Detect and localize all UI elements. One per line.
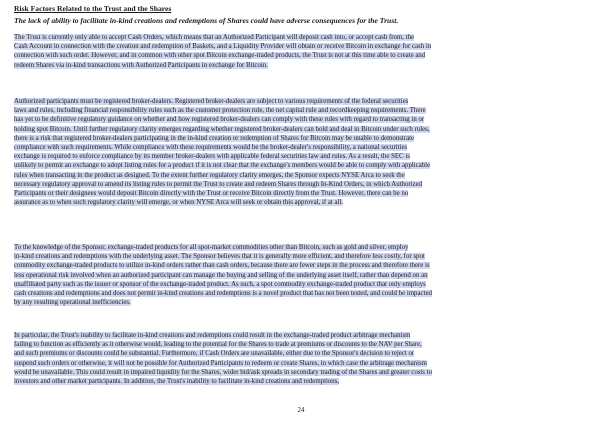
document-page — [14, 4, 588, 414]
text-line: compliance with such requirements. While compliance with these requirements would be the broker-dealer's responsibility, a national securities — [14, 143, 408, 151]
text-line: would be unavailable. This could result in impaired liquidity for the Shares, wider bid/ask spreads in secondary trading of the Shares and greater costs to — [14, 368, 432, 376]
text-line: Authorized participants must be registered broker-dealers. Registered broker-dealers are subject to various requirements of the federal securities — [14, 98, 409, 105]
text-line: unlikely to permit an exchange to adopt listing rules for a product if it is not clear that the exchange's members would be able to comply with applicable — [14, 162, 431, 170]
paragraph-4 — [14, 331, 432, 386]
text-line: exchange is required to enforce compliance by its member broker-dealers with applicable federal securities law and rules. As a result, the SEC is — [14, 153, 410, 161]
page-number: 24 — [297, 406, 305, 414]
text-line: assurance as to when such regulatory clarity will emerge, or when NYSE Arca will seek or obtain this approval, if at all. — [14, 199, 344, 207]
text-line: rules when transacting in the product as designed. To the extent further regulatory clarity emerges, the Sponsor expects NYSE Arca to seek the — [14, 171, 405, 179]
text-line: Cash Account in connection with the creation and redemption of Baskets, and a Liquidity Provider will obtain or receive Bitcoin in exchange for cash in — [14, 43, 432, 51]
text-line: connection with such order. However, and in common with other spot Bitcoin exchange-traded products, the Trust is not at this time able to create and — [14, 52, 426, 60]
text-line: commodity exchange-traded products to utilize in-kind orders rather than cash orders, because there are fewer steps in the process and therefore there is — [14, 262, 430, 270]
section-subheading: The lack of ability to facilitate in-kind creations and redemptions of Shares could have adverse consequences for the Trust. — [14, 16, 399, 25]
text-line: redeem Shares via in-kind transactions with Authorized Participants in exchange for Bitcoin. — [14, 61, 268, 69]
text-line: there is a risk that registered broker-dealers participating in the in-kind creation or redemption of Shares for Bitcoin may be unable to demonstrate — [14, 134, 415, 142]
text-line: The Trust is currently only able to accept Cash Orders, which means that an Authorized Participant will deposit cash into, or accept cash from, the — [14, 34, 415, 41]
text-line: has yet to be definitive regulatory guidance on whether and how registered broker-dealers can comply with these rules with regard to transacting in or — [14, 116, 425, 124]
text-line: Participants or their designees would deposit Bitcoin directly with the Trust or receive Bitcoin directly from the Trust. However, there can be no — [14, 189, 409, 197]
text-line: investors and other market participants. In addition, the Trust's inability to facilitate in-kind creations and redemptions, — [14, 377, 340, 385]
paragraph-1 — [14, 33, 431, 70]
text-line: cash creations and redemptions and does not permit in-kind creations and redemptions is a novel product that has not been tested, and could be impacted — [14, 289, 432, 297]
text-line: failing to function as efficiently as it otherwise would, leading to the potential for the Shares to trade at premiums or discounts to the NAV per Share, — [14, 341, 422, 349]
text-line: in-kind creations and redemptions with the underlying asset. The Sponsor believes that it is generally more efficient, and therefore less costly, for spot — [14, 253, 425, 261]
text-line: by any resulting operational inefficiencies. — [14, 299, 131, 307]
text-line: suspend such orders or otherwise, it will not be possible for Authorized Participants to redeem or create Shares, in which case the arbitrage mechanism — [14, 359, 427, 367]
paragraph-3 — [14, 243, 432, 307]
text-line: holding spot Bitcoin. Until further regulatory clarity emerges regarding whether registered broker-dealers can hold and deal in Bitcoin under such rules, — [14, 125, 430, 133]
text-line: To the knowledge of the Sponsor, exchange-traded products for all spot-market commodities other than Bitcoin, such as gold and silver, employ — [14, 244, 409, 251]
section-heading: Risk Factors Related to the Trust and the Shares — [14, 4, 172, 13]
text-line: unaffiliated party such as the issuer or sponsor of the exchange-traded product. As such, a spot commodity exchange-traded product that only employs — [14, 280, 426, 288]
paragraph-2 — [14, 97, 430, 207]
text-line: and such premiums or discounts could be substantial. Furthermore, if Cash Orders are unavailable, either due to the Sponsor's decision to reject or — [14, 350, 415, 358]
text-line: necessary regulatory approval to amend its listing rules to permit the Trust to create and redeem Shares through In-Kind Orders, in which Authorized — [14, 180, 423, 188]
text-line: laws and rules, including financial responsibility rules such as the customer protection rule, the net capital rule and recordkeeping requirements. There — [14, 107, 426, 115]
text-line: less operational risk involved when an authorized participant can manage the buying and selling of the underlying asset itself, rather than depend on an — [14, 271, 428, 279]
text-line: In particular, the Trust's inability to facilitate in-kind creations and redemptions could result in the exchange-traded product arbitrage mechanism — [14, 332, 411, 339]
